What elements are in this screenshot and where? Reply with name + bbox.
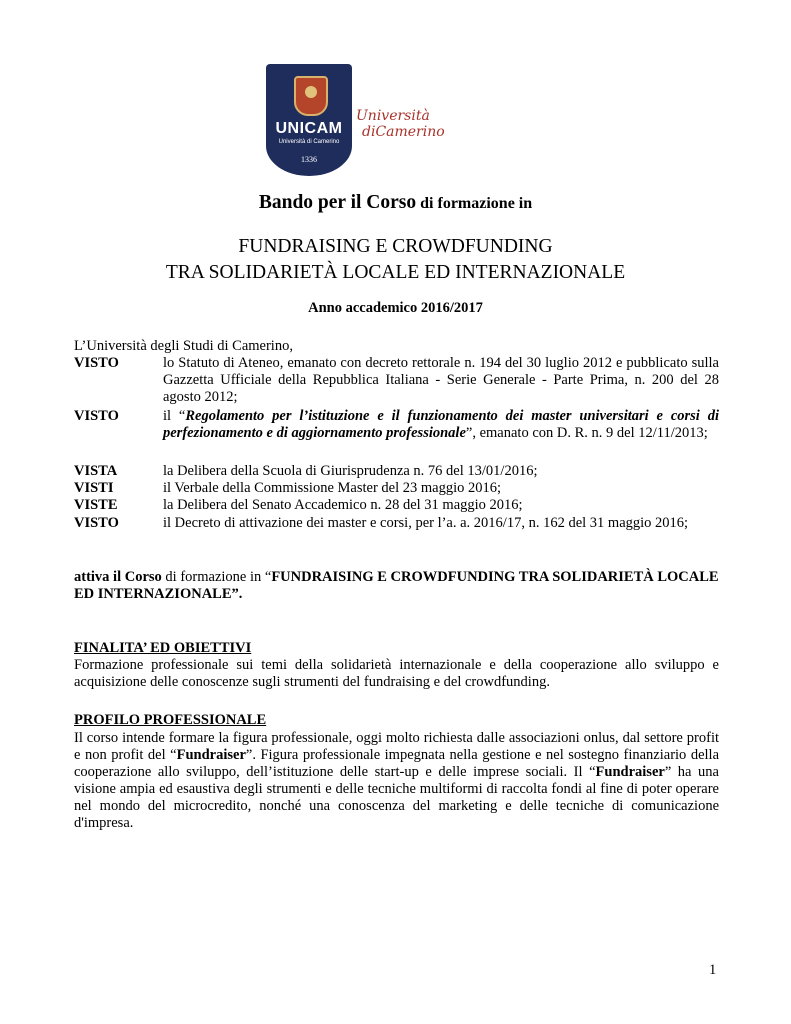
consideration-text: la Delibera del Senato Accademico n. 28 del 31 maggio 2016; [163,497,523,513]
crest-icon [294,76,328,116]
academic-year: Anno accademico 2016/2017 [308,300,483,316]
activation-statement: attiva il Corso di formazione in “FUNDRAISING E CROWDFUNDING TRA SOLIDARIETÀ LOCALE ED INTERNAZIONALE”. [74,569,719,602]
consideration-label: VISTE [74,497,118,513]
section-body-profile: Il corso intende formare la figura professionale, oggi molto richiesta dalle associazioni onlus, dal settore profit e non profit del “Fundraiser”. Figura professionale impegnata nella gestione e nel sostegno finanziario della cooperazione allo sviluppo, dell’istituzione delle start-up e delle imprese sociali. Il “Fundraiser” ha una visione ampia ed esaustiva degli strumenti e delle tecniche multiformi di raccolta fondi al fine di poter operare nel mondo del microcredito, nonché una conoscenza del marketing e delle tecniche di comunicazione d'impresa. [74,730,720,831]
consideration-text: il Decreto di attivazione dei master e corsi, per l’a. a. 2016/17, n. 162 del 31 maggio 2016; [163,515,689,531]
consideration-text: la Delibera della Scuola di Giurisprudenza n. 76 del 13/01/2016; [163,463,538,479]
brand-line-2: diCamerino [362,124,445,140]
shield-name: UNICAM [275,120,343,137]
intro-line: L’Università degli Studi di Camerino, [74,338,293,354]
shield-year: 1336 [301,155,317,164]
brand-line-1: Università [356,108,430,124]
section-body-goals: Formazione professionale sui temi della solidarietà internazionale e della cooperazione allo sviluppo e acquisizione delle conoscenze sugli strumenti del fundraising e del crowdfunding. [74,657,719,690]
title-main: Bando per il Corso [258,192,417,213]
title-rest: di formazione in [416,195,533,212]
consideration-text: il “Regolamento per l’istituzione e il funzionamento dei master universitari e corsi di perfezionamento e di aggiornamento professionale”, emanato con D. R. n. 9 del 12/11/2013; [163,408,719,441]
shield-emblem [266,64,352,176]
consideration-label: VISTI [74,480,114,496]
consideration-label: VISTO [74,355,119,371]
course-title-line-1: FUNDRAISING E CROWDFUNDING [238,236,553,257]
consideration-text: lo Statuto di Ateneo, emanato con decreto rettorale n. 194 del 30 luglio 2012 e pubblicato sulla Gazzetta Ufficiale della Repubblica Italiana - Serie Generale - Parte Prima, n. 200 del 28 agosto 2012; [163,355,719,405]
consideration-label: VISTO [74,408,119,424]
consideration-label: VISTO [74,515,119,531]
course-title-line-2: TRA SOLIDARIETÀ LOCALE ED INTERNAZIONALE [165,262,626,283]
consideration-label: VISTA [74,463,118,479]
brand-wordmark [356,108,445,140]
page-number: 1 [709,962,717,978]
university-logo [262,64,530,180]
section-heading-goals: FINALITA’ ED OBIETTIVI [74,640,252,656]
document-title [0,192,791,214]
consideration-text: il Verbale della Commissione Master del 23 maggio 2016; [163,480,502,496]
shield-subtitle: Università di Camerino [278,139,340,145]
section-heading-profile: PROFILO PROFESSIONALE [74,712,267,728]
